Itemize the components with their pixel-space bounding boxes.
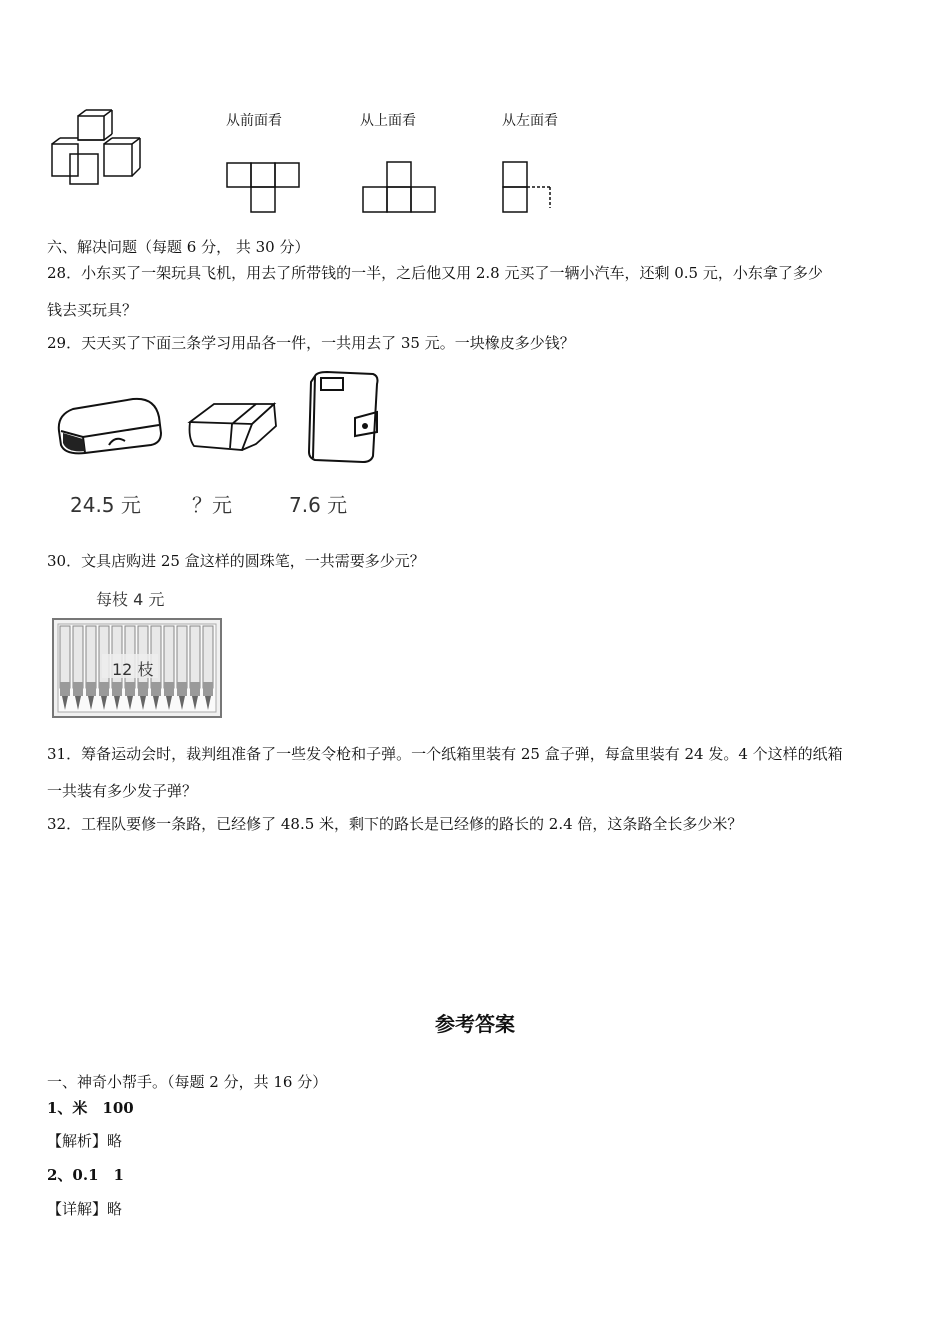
block-solid-figure [50,108,150,188]
answer-2: 2、0.1 1 [47,1166,124,1184]
top-view-figure [362,160,442,214]
answer-1: 1、米 100 [47,1099,134,1117]
question-29-text: 29．天天买了下面三条学习用品各一件，一共用去了 35 元。一块橡皮多少钱？ [47,334,575,352]
eraser-price: ？元 [192,493,232,517]
pencil-case-price: 24.5 元 [70,493,141,517]
left-view-figure [502,160,556,214]
view-top-label: 从上面看 [360,113,416,129]
question-28-line2: 钱去买玩具？ [47,301,138,319]
pencil-case-image [55,393,167,459]
view-front-label: 从前面看 [226,113,282,129]
pen-unit-price-label: 每枝 4 元 [96,590,165,609]
answer-1-note: 【解析】略 [47,1132,123,1150]
notebook-image [303,370,383,464]
answers-section-1-heading: 一、神奇小帮手。（每题 2 分，共 16 分） [47,1073,328,1091]
notebook-price: 7.6 元 [289,493,348,517]
answers-title: 参考答案 [435,1012,515,1036]
question-28-line1: 28．小东买了一架玩具飞机，用去了所带钱的一半，之后他又用 2.8 元买了一辆小汽车，还剩 0.5 元，小东拿了多少 [47,264,823,282]
front-view-figure [226,160,306,214]
question-31-line2: 一共装有多少发子弹？ [47,782,198,800]
section-6-heading: 六、解决问题（每题 6 分， 共 30 分） [47,238,310,256]
view-left-label: 从左面看 [502,113,558,129]
eraser-image [186,398,282,454]
question-30-text: 30．文具店购进 25 盒这样的圆珠笔，一共需要多少元？ [47,552,425,570]
question-31-line1: 31．筹备运动会时，裁判组准备了一些发令枪和子弹。一个纸箱里装有 25 盒子弹，每盒里装有 24 发。4 个这样的纸箱 [47,745,843,763]
question-32-text: 32．工程队要修一条路，已经修了 48.5 米，剩下的路长是已经修的路长的 2.4 倍，这条路全长多少米？ [47,815,743,833]
answer-2-note: 【详解】略 [47,1200,123,1218]
pen-count-label: 12 枝 [112,660,154,679]
